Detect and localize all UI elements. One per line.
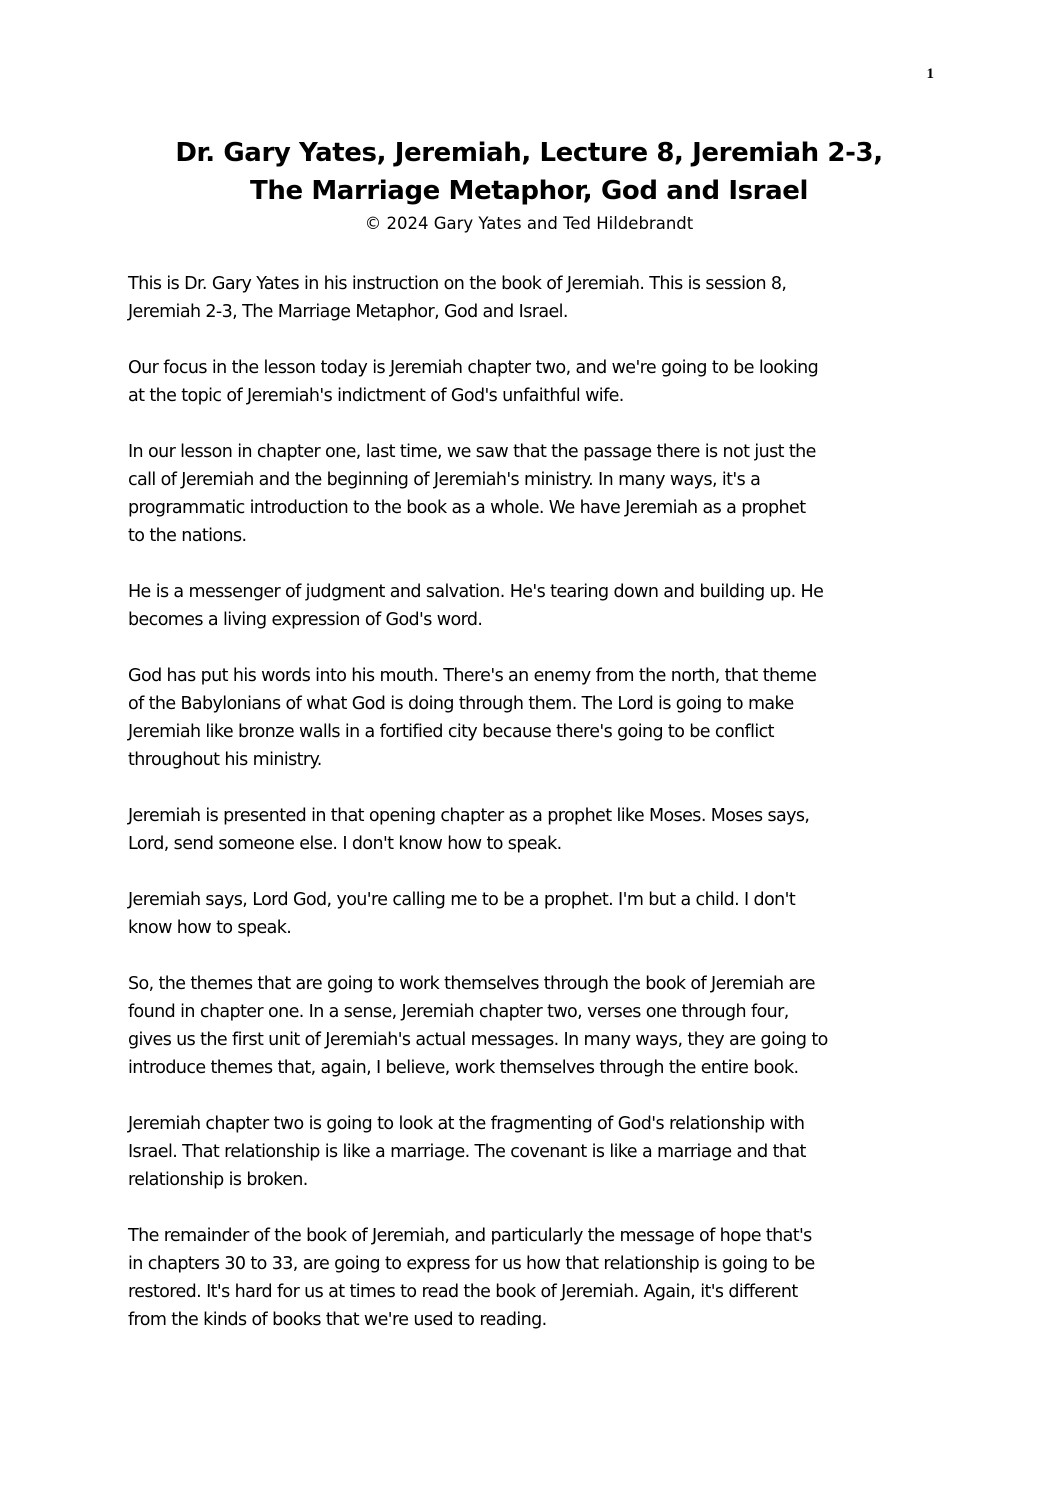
text-line: restored. It's hard for us at times to read the book of Jeremiah. Again, it's different <box>128 1282 798 1302</box>
text-line: The remainder of the book of Jeremiah, and particularly the message of hope that's <box>128 1226 812 1246</box>
title-line-2: The Marriage Metaphor, God and Israel <box>250 176 808 206</box>
paragraph <box>128 270 940 326</box>
copyright-notice: © 2024 Gary Yates and Ted Hildebrandt <box>364 214 694 233</box>
paragraph <box>128 970 940 1082</box>
text-line: relationship is broken. <box>128 1170 308 1190</box>
text-line: to the nations. <box>128 526 247 546</box>
text-line: in chapters 30 to 33, are going to express for us how that relationship is going to be <box>128 1254 815 1274</box>
text-line: Our focus in the lesson today is Jeremiah chapter two, and we're going to be looking <box>128 358 819 378</box>
page-number: 1 <box>926 66 934 82</box>
paragraph <box>128 1110 940 1194</box>
text-line: Israel. That relationship is like a marriage. The covenant is like a marriage and that <box>128 1142 806 1162</box>
text-line: from the kinds of books that we're used to reading. <box>128 1310 547 1330</box>
text-line: call of Jeremiah and the beginning of Jeremiah's ministry. In many ways, it's a <box>128 470 761 490</box>
text-line: In our lesson in chapter one, last time, we saw that the passage there is not just the <box>128 442 816 462</box>
text-line: God has put his words into his mouth. There's an enemy from the north, that theme <box>128 666 817 686</box>
text-line: know how to speak. <box>128 918 292 938</box>
text-line: programmatic introduction to the book as a whole. We have Jeremiah as a prophet <box>128 498 806 518</box>
paragraph <box>128 662 940 774</box>
text-line: of the Babylonians of what God is doing through them. The Lord is going to make <box>128 694 794 714</box>
text-line: at the topic of Jeremiah's indictment of God's unfaithful wife. <box>128 386 624 406</box>
text-line: introduce themes that, again, I believe, work themselves through the entire book. <box>128 1058 799 1078</box>
text-line: Jeremiah 2-3, The Marriage Metaphor, God and Israel. <box>128 302 568 322</box>
paragraph <box>128 1222 940 1334</box>
text-line: throughout his ministry. <box>128 750 322 770</box>
text-line: Jeremiah says, Lord God, you're calling me to be a prophet. I'm but a child. I don't <box>128 890 796 910</box>
paragraph <box>128 886 940 942</box>
text-line: This is Dr. Gary Yates in his instruction on the book of Jeremiah. This is session 8, <box>128 274 787 294</box>
text-line: found in chapter one. In a sense, Jeremiah chapter two, verses one through four, <box>128 1002 789 1022</box>
text-line: gives us the first unit of Jeremiah's actual messages. In many ways, they are going to <box>128 1030 828 1050</box>
paragraph <box>128 354 940 410</box>
paragraph <box>128 438 940 550</box>
text-line: So, the themes that are going to work themselves through the book of Jeremiah are <box>128 974 815 994</box>
text-line: becomes a living expression of God's word. <box>128 610 483 630</box>
paragraph <box>128 802 940 858</box>
paragraph <box>128 578 940 634</box>
document-body <box>128 270 940 1362</box>
text-line: He is a messenger of judgment and salvation. He's tearing down and building up. He <box>128 582 824 602</box>
document-header <box>110 134 948 237</box>
text-line: Jeremiah chapter two is going to look at the fragmenting of God's relationship with <box>128 1114 805 1134</box>
title-line-1: Dr. Gary Yates, Jeremiah, Lecture 8, Jeremiah 2-3, <box>175 138 883 168</box>
text-line: Lord, send someone else. I don't know how to speak. <box>128 834 562 854</box>
text-line: Jeremiah is presented in that opening chapter as a prophet like Moses. Moses says, <box>128 806 810 826</box>
text-line: Jeremiah like bronze walls in a fortified city because there's going to be conflict <box>128 722 774 742</box>
